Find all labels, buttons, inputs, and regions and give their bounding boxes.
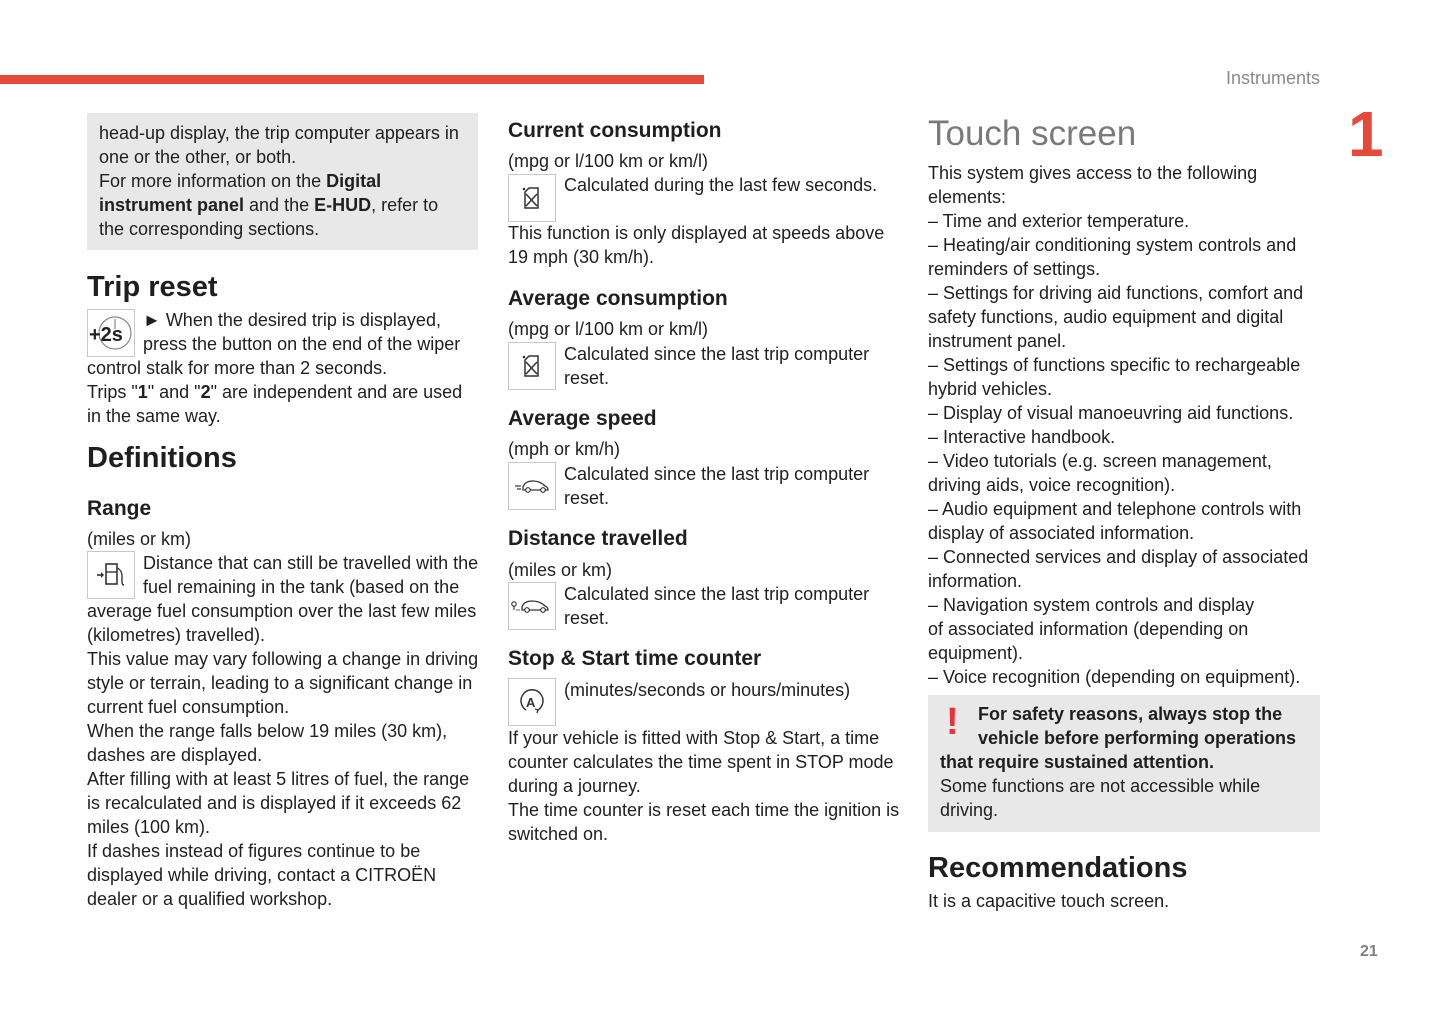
bold-text: Digital [326,171,382,191]
safety-warning-box [928,695,1320,832]
touch-screen-line: This system gives access to the following [928,163,1258,183]
stop-start-line: during a journey. [508,776,641,796]
warning-line: Some functions are not accessible while [940,776,1261,796]
range-title: Range [87,497,152,520]
text: Trips " [87,382,138,402]
range-body [87,599,487,911]
definitions-title: Definitions [87,442,237,474]
warning-line: driving. [940,800,999,820]
list-item: instrument panel. [928,331,1067,351]
stop-start-title: Stop & Start time counter [508,647,762,670]
range-line: displayed while driving, contact a CITROËN [87,865,437,885]
distance-travelled-desc: reset. [564,608,610,628]
timer-2s-icon [87,309,135,357]
range-line: (kilometres) travelled). [87,625,266,645]
stop-start-line: If your vehicle is fitted with Stop & Start, a time [508,728,880,748]
list-item: – Video tutorials (e.g. screen management, [928,451,1272,471]
range-line: This value may vary following a change in driving [87,649,479,669]
average-consumption-desc: Calculated since the last trip computer [564,344,870,364]
car-distance-icon [508,582,556,630]
touch-screen-title: Touch screen [928,114,1137,153]
list-item: hybrid vehicles. [928,379,1053,399]
average-consumption-title: Average consumption [508,287,728,310]
range-line: dealer or a qualified workshop. [87,889,333,909]
current-consumption-note: This function is only displayed at speeds above [508,223,885,243]
warning-bold-line: vehicle before performing operations [978,728,1297,748]
bold-text: instrument panel [99,195,245,215]
current-consumption-units: (mpg or l/100 km or km/l) [508,151,709,171]
svg-text:A: A [526,695,536,710]
text: For more information on the [99,171,327,191]
list-item: reminders of settings. [928,259,1101,279]
stop-start-units: (minutes/seconds or hours/minutes) [564,680,851,700]
section-label: Instruments [1225,68,1320,88]
trip-reset-line: press the button on the end of the wiper [143,334,461,354]
current-consumption-title: Current consumption [508,119,722,142]
trip-reset-line: control stalk for more than 2 seconds. [87,358,388,378]
list-item: driving aids, voice recognition). [928,475,1176,495]
warning-bold-line: that require sustained attention. [940,752,1215,772]
stop-start-auto-icon [508,678,556,726]
range-line: miles (100 km). [87,817,211,837]
range-line: When the range falls below 19 miles (30 km), [87,721,448,741]
list-item: – Heating/air conditioning system controls and [928,235,1297,255]
trip-reset-title: Trip reset [87,271,218,303]
list-item: of associated information (depending on [928,619,1249,639]
car-speed-icon [508,462,556,510]
current-consumption-desc: Calculated during the last few seconds. [564,175,878,195]
range-units: (miles or km) [87,529,191,549]
info-line [99,169,474,193]
text: " and " [147,382,201,402]
fuel-can-icon [508,174,556,222]
stop-start-line: counter calculates the time spent in STOP mode [508,752,894,772]
range-line: Distance that can still be travelled with the [143,553,479,573]
text: and the [244,195,315,215]
range-line: If dashes instead of figures continue to be [87,841,421,861]
list-item: safety functions, audio equipment and digital [928,307,1284,327]
average-speed-title: Average speed [508,407,657,430]
info-box [87,113,478,250]
average-consumption-units: (mpg or l/100 km or km/l) [508,319,709,339]
list-item: – Interactive handbook. [928,427,1116,447]
trip-reset-line: in the same way. [87,406,221,426]
warning-bold-line: For safety reasons, always stop the [978,704,1283,724]
average-speed-desc: Calculated since the last trip computer [564,464,870,484]
bold-text: 1 [137,382,148,402]
average-consumption-desc: reset. [564,368,610,388]
list-item: – Audio equipment and telephone controls with [928,499,1302,519]
stop-start-line: switched on. [508,824,609,844]
page-number: 21 [1360,943,1378,960]
fuel-can-icon [508,342,556,390]
touch-screen-list [928,161,1328,689]
range-line: average fuel consumption over the last few miles [87,601,477,621]
range-line: style or terrain, leading to a significant change in [87,673,473,693]
list-item: display of associated information. [928,523,1195,543]
range-line: dashes are displayed. [87,745,263,765]
list-item: – Settings of functions specific to rechargeable [928,355,1301,375]
info-line: one or the other, or both. [99,147,297,167]
info-line: head-up display, the trip computer appears in [99,123,459,143]
list-item: – Voice recognition (depending on equipment). [928,667,1301,687]
range-line: is recalculated and is displayed if it exceeds 62 [87,793,462,813]
average-speed-desc: reset. [564,488,610,508]
list-item: – Display of visual manoeuvring aid functions. [928,403,1294,423]
list-item: – Connected services and display of associated [928,547,1309,567]
bold-text: E-HUD [314,195,372,215]
header-accent-bar [0,75,704,84]
current-consumption-note: 19 mph (30 km/h). [508,247,655,267]
chapter-number: 1 [1348,98,1384,170]
info-line [99,193,474,217]
trip-reset-line [87,380,487,404]
list-item: – Time and exterior temperature. [928,211,1190,231]
bold-text: 2 [200,382,211,402]
trip-reset-line: ► When the desired trip is displayed, [143,310,441,330]
fuel-range-icon [87,551,135,599]
stop-start-line: The time counter is reset each time the ignition is [508,800,900,820]
list-item: – Navigation system controls and display [928,595,1255,615]
text: " are independent and are used [210,382,463,402]
list-item: information. [928,571,1023,591]
range-line: current fuel consumption. [87,697,290,717]
text: , refer to [371,195,439,215]
distance-travelled-desc: Calculated since the last trip computer [564,584,870,604]
average-speed-units: (mph or km/h) [508,439,621,459]
range-line: After filling with at least 5 litres of fuel, the range [87,769,470,789]
warning-icon: ! [946,701,959,743]
recommendations-title: Recommendations [928,852,1188,884]
range-line: fuel remaining in the tank (based on the [143,577,460,597]
list-item: – Settings for driving aid functions, comfort and [928,283,1304,303]
distance-travelled-title: Distance travelled [508,527,688,550]
touch-screen-line: elements: [928,187,1007,207]
svg-text:+2s: +2s [89,324,123,346]
list-item: equipment). [928,643,1024,663]
info-line: the corresponding sections. [99,219,320,239]
recommendations-text: It is a capacitive touch screen. [928,891,1170,911]
info-box-text [99,121,474,241]
distance-travelled-units: (miles or km) [508,560,612,580]
stop-start-body [508,726,908,846]
